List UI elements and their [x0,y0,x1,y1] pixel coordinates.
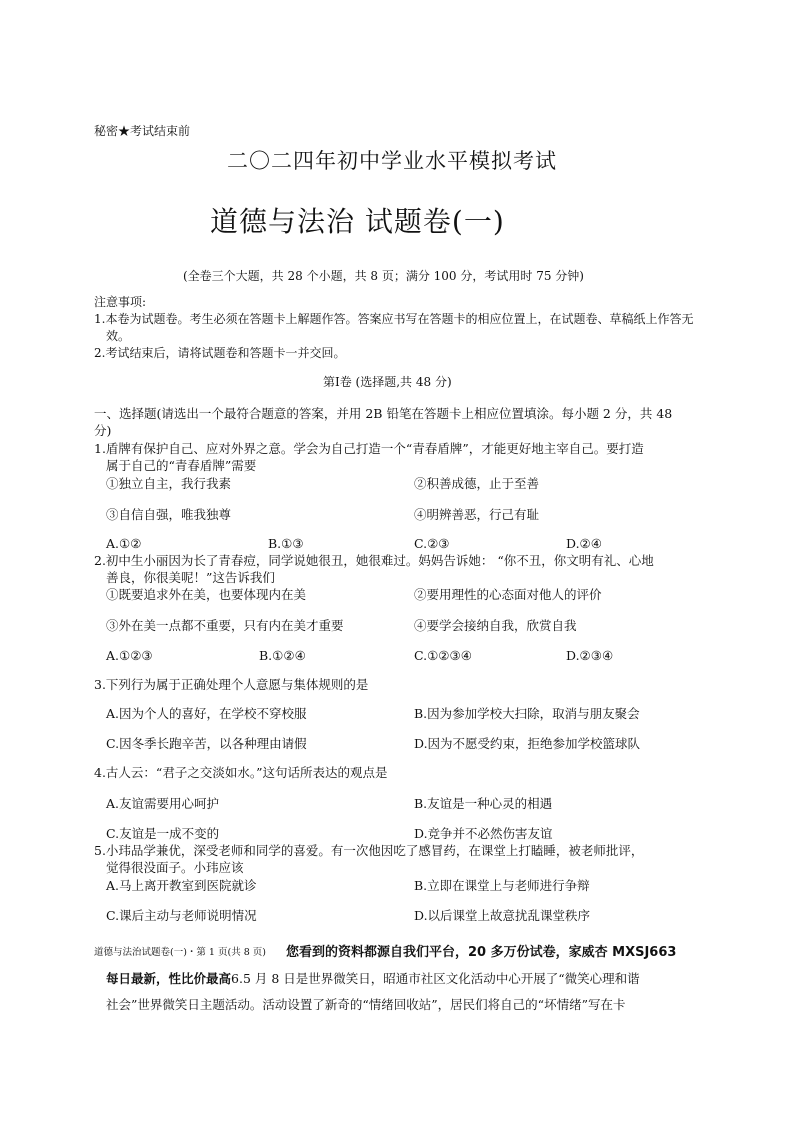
q2-stem: 2.初中生小丽因为长了青春痘，同学说她很丑，她很难过。妈妈告诉她： “你不丑，你文明有礼、心地 [94,553,654,568]
notes-heading: 注意事项: [94,295,147,309]
note-item-2: 2.考试结束后，请将试题卷和答题卡一并交回。 [94,346,346,360]
q3-option-b: B.因为参加学校大扫除，取消与朋友聚会 [414,706,640,721]
section-title: 第Ⅰ卷 (选择题,共 48 分) [323,375,452,389]
q5-option-c: C.课后主动与老师说明情况 [106,908,257,923]
q3-option-d: D.因为不愿受约束，拒绝参加学校篮球队 [414,736,641,751]
q5-option-b: B.立即在课堂上与老师进行争辩 [414,878,590,893]
q1-option-b: B.①③ [268,536,304,551]
q3-option-a: A.因为个人的喜好，在学校不穿校服 [106,706,307,721]
q2-option-d: D.②③④ [566,648,614,663]
q1-statement-1: ①独立自主，我行我素 [106,476,232,491]
exam-info: (全卷三个大题，共 28 个小题，共 8 页；满分 100 分，考试用时 75 分钟) [183,269,584,283]
exam-title: 二〇二四年初中学业水平模拟考试 [227,149,557,173]
page-footer: 道德与法治试题卷(一)・第 1 页(共 8 页) [94,947,266,958]
note-item-1: 1.本卷为试题卷。考生必须在答题卡上解题作答。答案应书写在答题卡的相应位置上，在试题卷、草稿纸上作答无 [94,312,694,326]
note-item-1-cont: 效。 [106,329,131,343]
q2-statement-3: ③外在美一点都不重要，只有内在美才重要 [106,618,344,633]
q1-statement-3: ③自信自强，唯我独尊 [106,507,232,522]
q4-option-c: C.友谊是一成不变的 [106,826,220,841]
q4-option-b: B.友谊是一种心灵的相遇 [414,796,553,811]
confidential-mark: 秘密★考试结束前 [94,124,191,138]
q3-option-c: C.因冬季长跑辛苦，以各种理由请假 [106,736,307,751]
q4-stem: 4.古人云：“君子之交淡如水。”这句话所表达的观点是 [94,765,388,780]
q2-stem-cont: 善良，你很美呢！”这告诉我们 [106,570,275,585]
q2-option-c: C.①②③④ [414,648,472,663]
q5-stem-cont: 觉得很没面子。小玮应该 [106,860,244,875]
q5-option-d: D.以后课堂上故意扰乱课堂秩序 [414,908,591,923]
q6-stem [106,970,640,987]
paper-subtitle: 道德与法治 试题卷(一) [210,205,505,238]
q1-statement-4: ④明辨善恶，行己有耻 [414,507,540,522]
q2-option-a: A.①②③ [106,648,153,663]
promo-inline: 每日最新，性比价最高 [106,971,232,986]
q1-option-c: C.②③ [414,536,450,551]
q2-statement-1: ①既要追求外在美，也要体现内在美 [106,587,307,602]
q1-stem-cont: 属于自己的“青春盾牌”需要 [106,458,257,473]
q1-stem: 1.盾牌有保护自己、应对外界之意。学会为自己打造一个“青春盾牌”，才能更好地主宰自己。要打造 [94,441,644,456]
q5-stem: 5.小玮品学兼优，深受老师和同学的喜爱。有一次他因吃了感冒药，在课堂上打瞌睡，被老师批评， [94,843,644,858]
q1-statement-2: ②积善成德，止于至善 [414,476,540,491]
q2-statement-4: ④要学会接纳自我，欣赏自我 [414,618,577,633]
q1-option-d: D.②④ [566,536,602,551]
q3-stem: 3.下列行为属于正确处理个人意愿与集体规则的是 [94,677,369,692]
q2-statement-2: ②要用理性的心态面对他人的评价 [414,587,602,602]
q5-option-a: A.马上离开教室到医院就诊 [106,878,257,893]
section-instructions-cont: 分) [94,423,112,438]
q4-option-d: D.竞争并不必然伤害友谊 [414,826,553,841]
section-instructions: 一、选择题(请选出一个最符合题意的答案，并用 2B 铅笔在答题卡上相应位置填涂。每小题 2 分，共 48 [94,406,673,421]
q6-stem-text: 6.5 月 8 日是世界微笑日，昭通市社区文化活动中心开展了“微笑心理和谐 [231,971,640,986]
q2-option-b: B.①②④ [259,648,306,663]
q6-stem-cont: 社会”世界微笑日主题活动。活动设置了新奇的“情绪回收站”，居民们将自己的“坏情绪”写在卡 [106,997,626,1012]
q1-option-a: A.①② [106,536,142,551]
q4-option-a: A.友谊需要用心呵护 [106,796,220,811]
promo-text: 您看到的资料都源自我们平台，20 多万份试卷，家威杏 MXSJ663 [286,945,677,960]
